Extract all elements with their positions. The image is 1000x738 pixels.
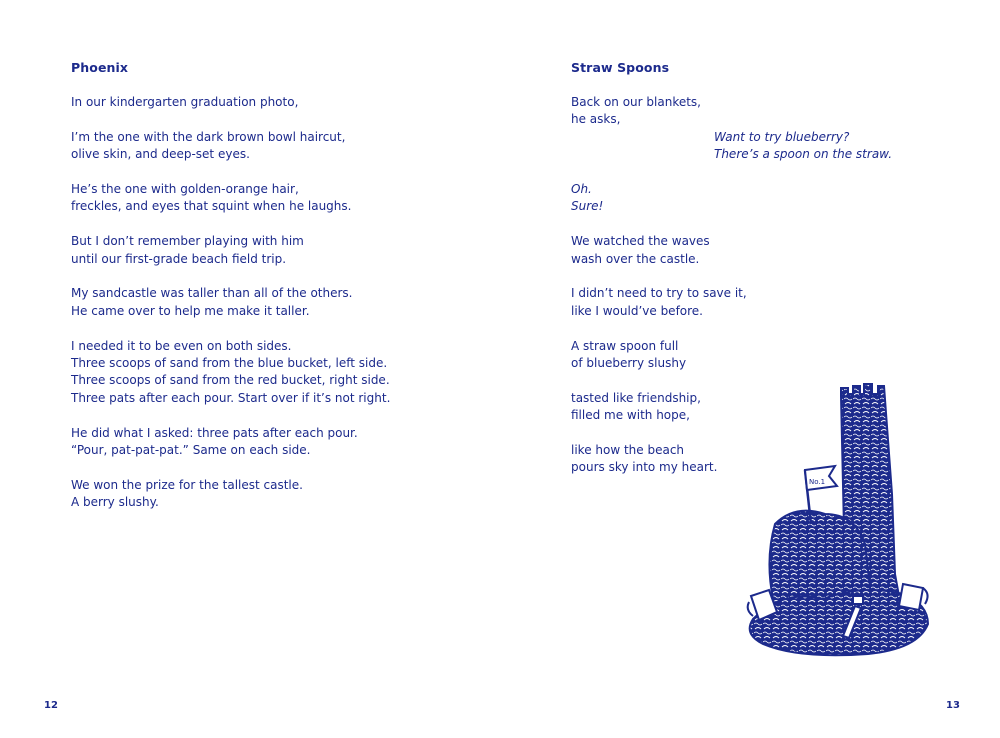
poem-line: Want to try blueberry?: [714, 129, 850, 144]
stanza: [71, 477, 390, 512]
poem-line: Three pats after each pour. Start over if it’s not right.: [71, 390, 391, 405]
page-number-right: 13: [946, 700, 960, 711]
page-number-left: 12: [44, 700, 58, 711]
poem-line: Sure!: [571, 199, 604, 214]
poem-line: There’s a spoon on the straw.: [714, 147, 893, 162]
poem-line: My sandcastle was taller than all of the others.: [71, 286, 353, 301]
stanza: [71, 181, 390, 216]
poem-line: In our kindergarten graduation photo,: [71, 95, 299, 109]
poem-line: A straw spoon full: [571, 338, 679, 353]
poem-line: He came over to help me make it taller.: [71, 303, 310, 318]
poem-line: I didn’t need to try to save it,: [571, 286, 747, 301]
poem-line: Three scoops of sand from the blue bucket, left side.: [71, 356, 388, 371]
stanza: [71, 425, 390, 460]
stanza: [71, 338, 390, 408]
poem-line: A berry slushy.: [71, 495, 159, 510]
sandcastle-illustration: [745, 374, 935, 664]
poem-line: But I don’t remember playing with him: [71, 234, 304, 249]
stanza: [571, 94, 892, 129]
stanza: [71, 285, 390, 320]
poem-line: “Pour, pat-pat-pat.” Same on each side.: [71, 443, 311, 458]
poem-line: We watched the waves: [571, 234, 710, 249]
poem-title-phoenix: Phoenix: [71, 60, 129, 75]
poem-line: wash over the castle.: [571, 251, 700, 266]
stanza-dialogue: [571, 181, 892, 216]
stanza: [571, 338, 892, 373]
poem-line: filled me with hope,: [571, 408, 690, 423]
poem-line: until our first-grade beach field trip.: [71, 251, 287, 266]
poem-line: Back on our blankets,: [571, 95, 701, 109]
poem-line: freckles, and eyes that squint when he laughs.: [71, 199, 352, 214]
poem-line: of blueberry slushy: [571, 356, 687, 371]
poem-line: tasted like friendship,: [571, 390, 701, 405]
stanza: [571, 285, 892, 320]
poem-line: He did what I asked: three pats after each pour.: [71, 425, 358, 440]
poem-line: like how the beach: [571, 443, 685, 458]
stanza-dialogue: [571, 129, 892, 164]
poem-line: He’s the one with golden-orange hair,: [71, 182, 299, 196]
stanza: [71, 233, 390, 268]
poem-line: Oh.: [571, 182, 592, 197]
poem-line: We won the prize for the tallest castle.: [71, 477, 303, 492]
poem-line: Three scoops of sand from the red bucket, right side.: [71, 373, 390, 388]
stanza: [571, 233, 892, 268]
poem-body-phoenix: [71, 94, 390, 529]
flag-label: No.1: [809, 478, 826, 486]
stanza: [71, 94, 390, 111]
poem-line: I needed it to be even on both sides.: [71, 338, 292, 353]
poem-line: I’m the one with the dark brown bowl haircut,: [71, 129, 346, 144]
poem-line: like I would’ve before.: [571, 303, 703, 318]
poem-line: olive skin, and deep-set eyes.: [71, 147, 250, 162]
poem-title-straw-spoons: Straw Spoons: [571, 60, 670, 75]
poem-line: he asks,: [571, 112, 621, 127]
poem-line: pours sky into my heart.: [571, 460, 718, 475]
stanza: [71, 129, 390, 164]
